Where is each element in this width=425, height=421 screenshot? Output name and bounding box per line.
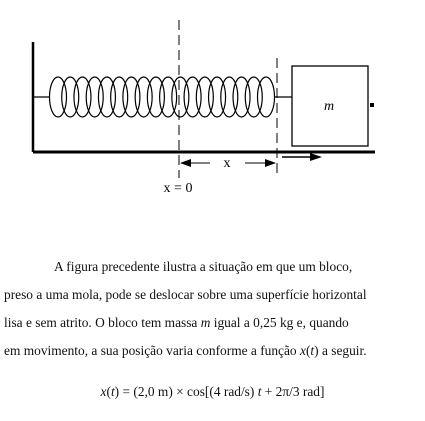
displacement-arrowhead-left: [180, 159, 191, 167]
motion-arrowhead: [310, 153, 322, 161]
formula-paren-open: (: [106, 384, 111, 399]
block-marker: [370, 103, 374, 107]
formula-middle: = (2,0 m) × cos[(4 rad/s): [119, 384, 258, 399]
line4-text-b: a seguir.: [318, 343, 367, 358]
function-paren-open: (: [305, 343, 311, 358]
paragraph-line-1: A figura precedente ilustra a situação em que um bloco,: [54, 259, 353, 274]
paragraph-line-3: [4, 309, 404, 337]
displacement-label: x: [223, 156, 231, 171]
displacement-arrowhead-right: [265, 159, 276, 167]
function-paren-close: ): [314, 343, 319, 358]
spring-block-figure: [0, 0, 425, 200]
mass-symbol: m: [200, 315, 211, 330]
formula-x: x: [100, 384, 107, 399]
line3-text-a: lisa e sem atrito. O bloco tem massa: [4, 315, 201, 330]
formula-t2: t: [257, 384, 262, 399]
formula-t: t: [110, 384, 115, 399]
function-x: x: [299, 343, 306, 358]
paragraph-line-4: [4, 337, 404, 365]
line4-text-a: em movimento, a sua posição varia conforme a função: [4, 343, 300, 358]
formula-paren-close: ): [114, 384, 120, 399]
paragraph-line-2: preso a uma mola, pode se deslocar sobre uma superfície horizontal: [4, 287, 367, 302]
origin-label: x = 0: [163, 181, 193, 196]
position-formula: [0, 384, 425, 400]
formula-end: + 2π/3 rad]: [261, 384, 325, 399]
line3-text-b: igual a 0,25 kg e, quando: [210, 315, 349, 330]
paragraph: [4, 253, 404, 365]
mass-label: m: [323, 99, 335, 114]
spring-coil: [258, 77, 275, 117]
spring: [50, 77, 275, 117]
function-t: t: [310, 343, 315, 358]
